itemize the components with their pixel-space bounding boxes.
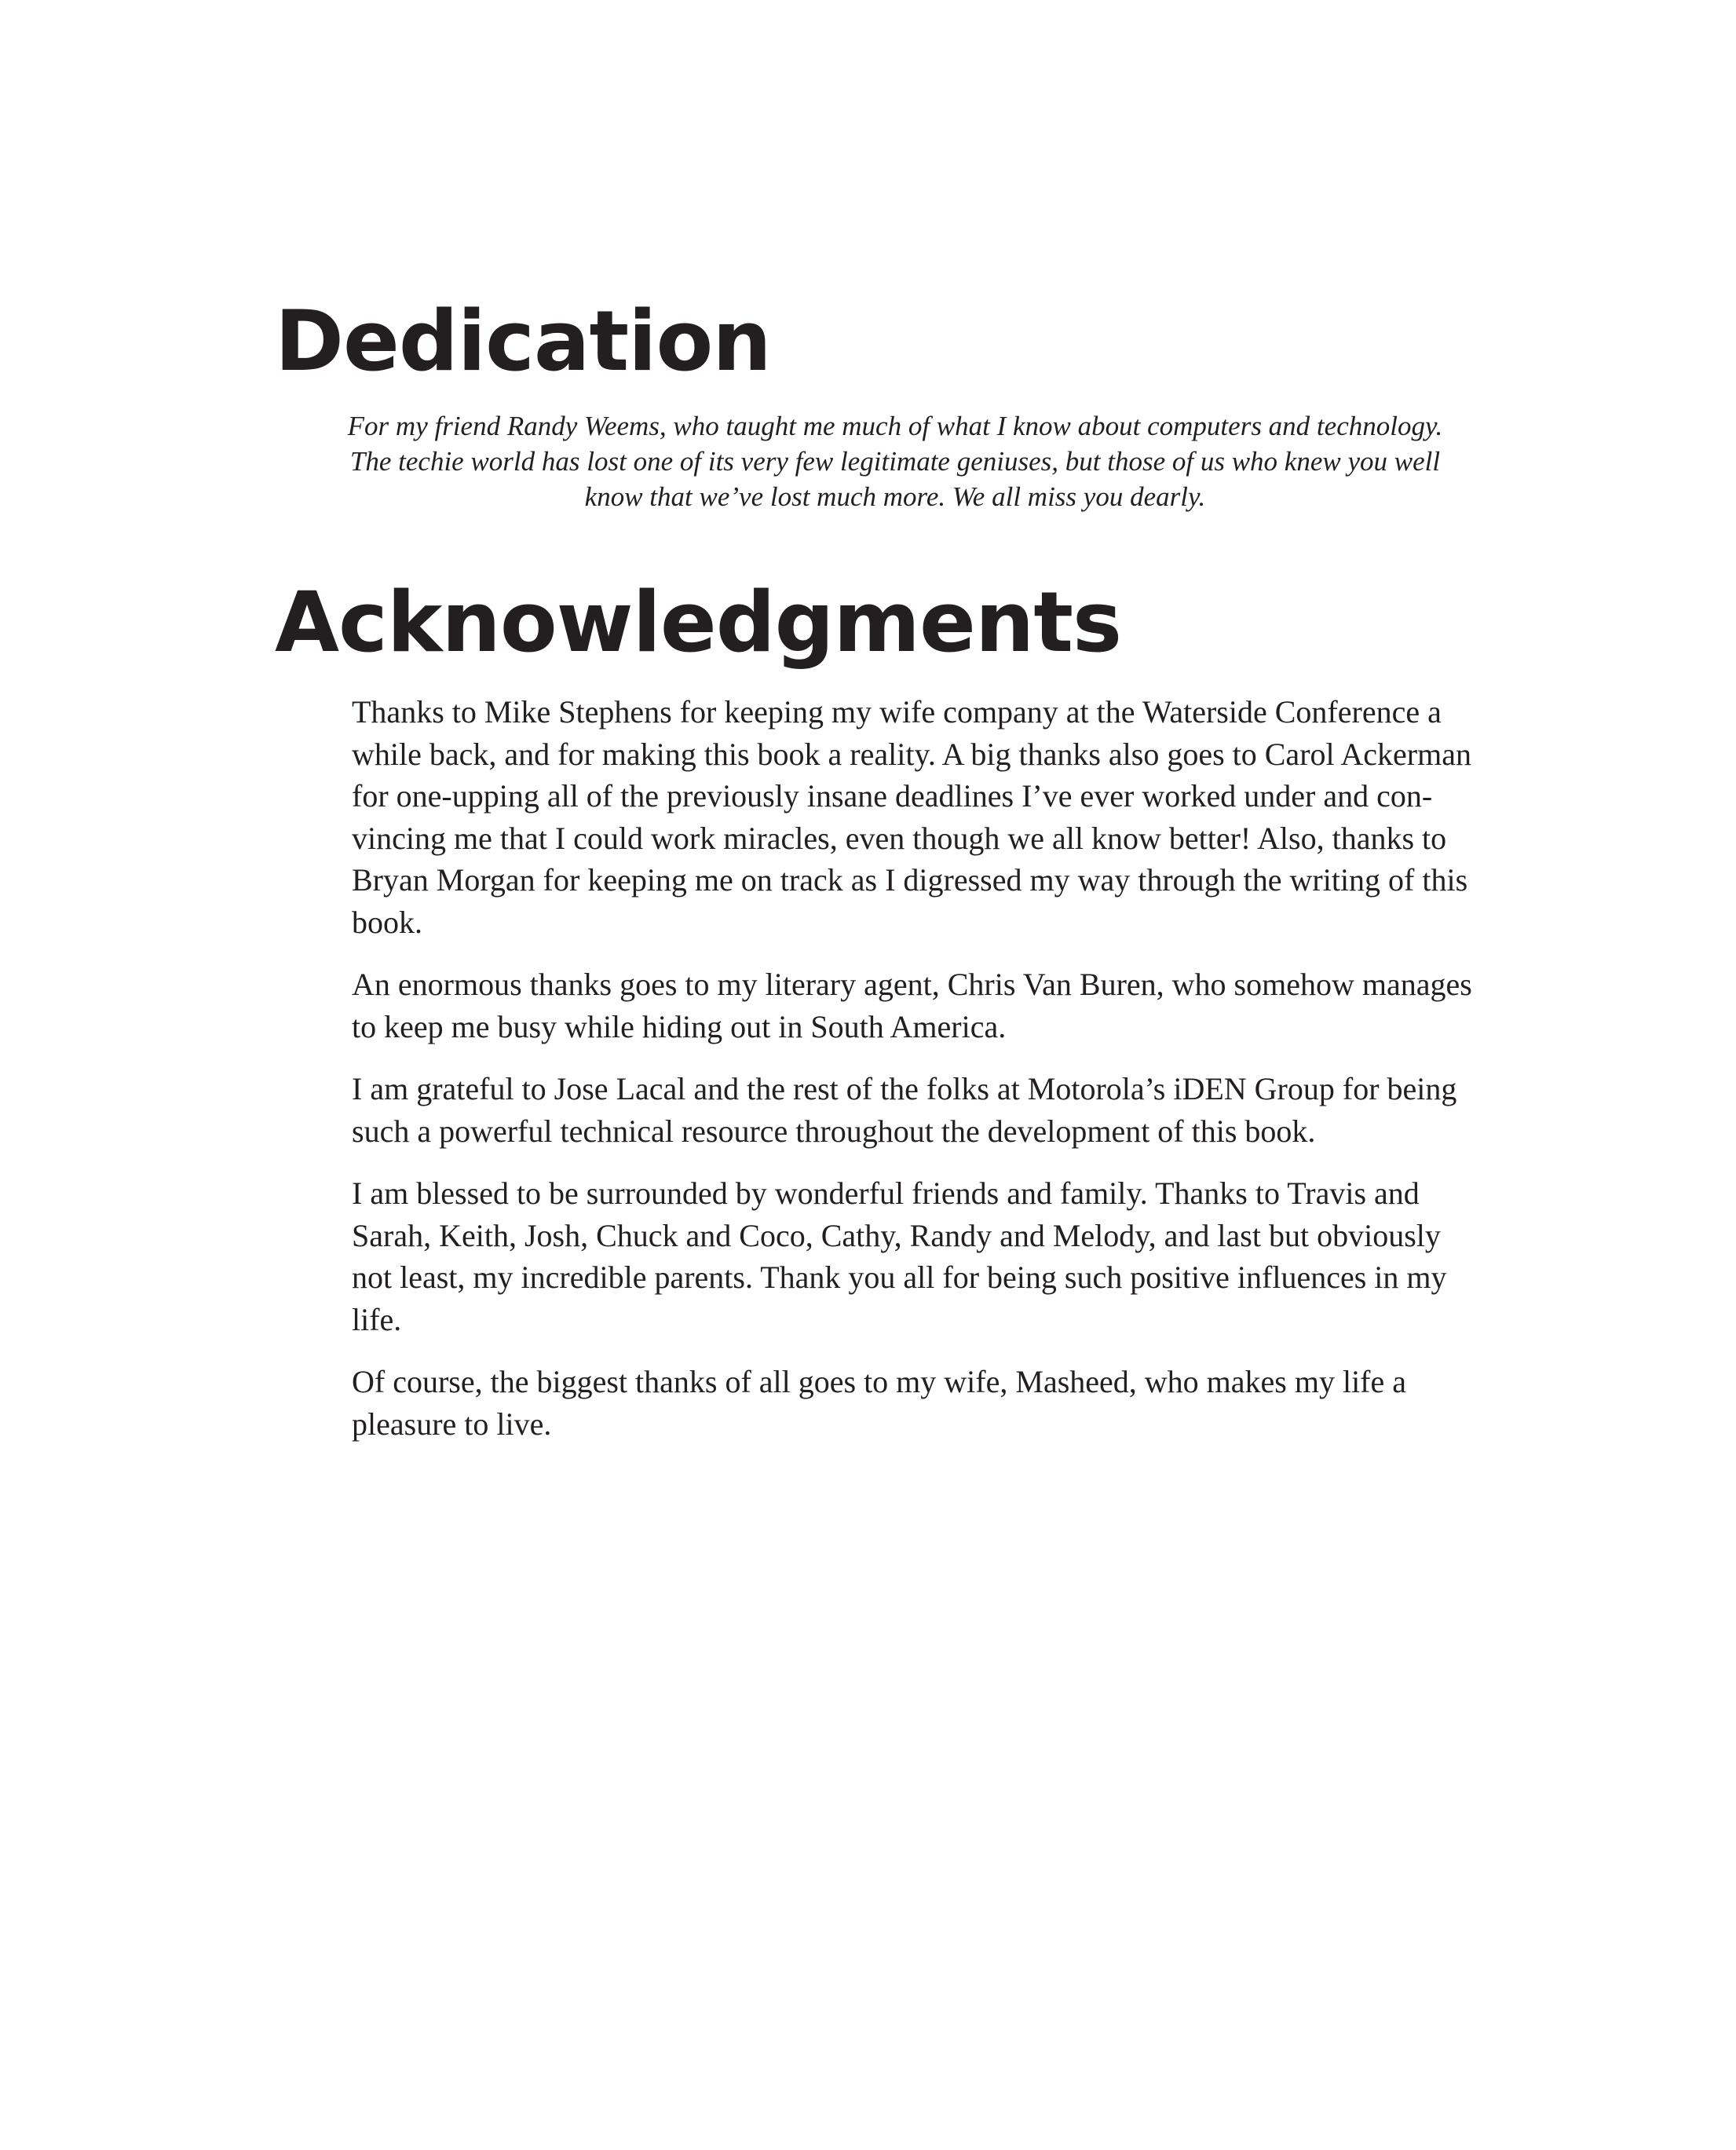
paragraph-line: Sarah, Keith, Josh, Chuck and Coco, Cathy, Randy and Melody, and last but obviously: [352, 1217, 1441, 1253]
paragraph-line: Thanks to Mike Stephens for keeping my wife company at the Waterside Conference a: [352, 694, 1442, 729]
paragraph-line: I am grateful to Jose Lacal and the rest of the folks at Motorola’s iDEN Group for being: [352, 1071, 1457, 1106]
acknowledgments-heading: Acknowledgments: [275, 574, 1122, 671]
acknowledgments-paragraph: [352, 1068, 1545, 1152]
paragraph-line: book.: [352, 904, 422, 940]
paragraph-line: An enormous thanks goes to my literary agent, Chris Van Buren, who somehow manages: [352, 967, 1472, 1002]
dedication-line: know that we’ve lost much more. We all miss you dearly.: [584, 481, 1206, 512]
paragraph-line: to keep me busy while hiding out in South America.: [352, 1008, 1007, 1044]
paragraph-line: for one-upping all of the previously insane deadlines I’ve ever worked under and con-: [352, 778, 1433, 814]
acknowledgments-paragraph: [352, 1361, 1545, 1445]
paragraph-line: life.: [352, 1301, 402, 1337]
paragraph-line: Of course, the biggest thanks of all goes to my wife, Masheed, who makes my life a: [352, 1364, 1407, 1399]
dedication-line: For my friend Randy Weems, who taught me much of what I know about computers and technology.: [347, 411, 1443, 441]
paragraph-line: such a powerful technical resource throughout the development of this book.: [352, 1113, 1316, 1149]
dedication-line: The techie world has lost one of its very few legitimate geniuses, but those of us who knew you well: [349, 446, 1441, 477]
paragraph-line: Bryan Morgan for keeping me on track as I digressed my way through the writing of this: [352, 862, 1468, 898]
dedication-text: [298, 408, 1492, 514]
acknowledgments-paragraph: [352, 691, 1545, 943]
paragraph-line: while back, and for making this book a reality. A big thanks also goes to Carol Ackerman: [352, 736, 1471, 772]
paragraph-line: pleasure to live.: [352, 1406, 552, 1442]
paragraph-line: I am blessed to be surrounded by wonderful friends and family. Thanks to Travis and: [352, 1176, 1420, 1211]
acknowledgments-paragraph: [352, 963, 1545, 1048]
paragraph-line: not least, my incredible parents. Thank you all for being such positive influences in my: [352, 1260, 1447, 1295]
paragraph-line: vincing me that I could work miracles, even though we all know better! Also, thanks to: [352, 820, 1447, 856]
acknowledgments-paragraph: [352, 1172, 1545, 1340]
acknowledgments-body: [352, 691, 1545, 1465]
dedication-heading: Dedication: [275, 293, 771, 389]
